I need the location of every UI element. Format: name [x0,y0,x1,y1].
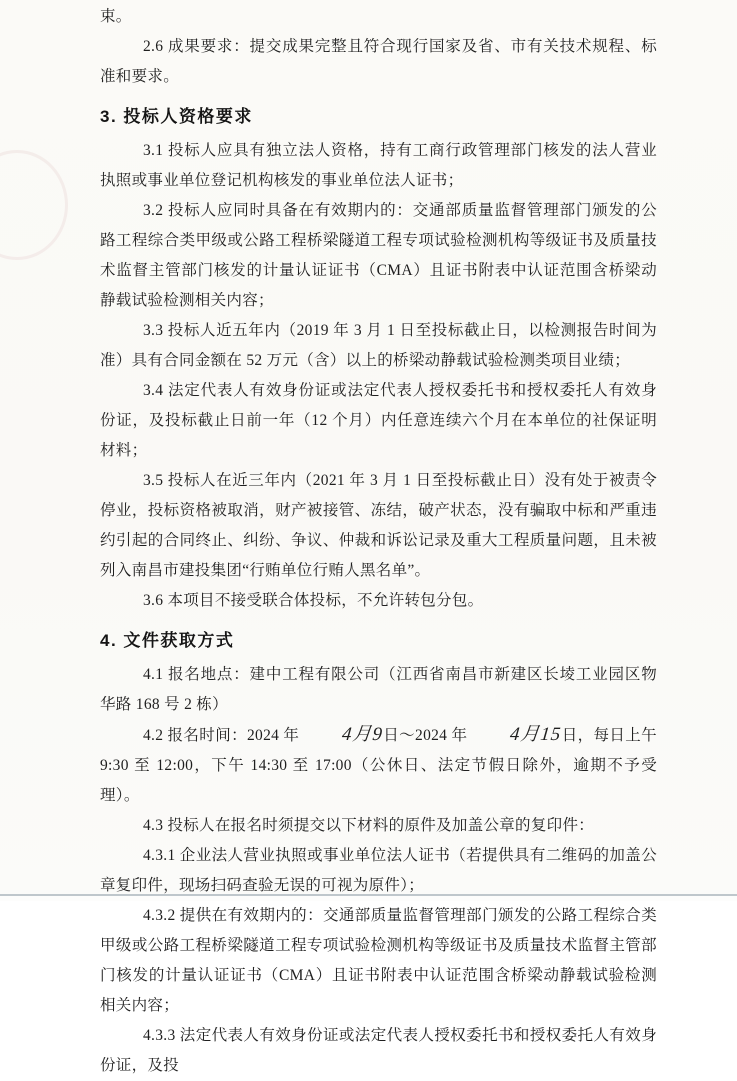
paragraph-4-3: 4.3 投标人在报名时须提交以下材料的原件及加盖公章的复印件： [143,817,595,834]
paragraph-4-2-printed-3: 日，每日上午 9:30 至 12:00，下午 14:30 至 17:00（公休日、法定节假日除外，逾期不予受理）。 [100,727,657,804]
handwritten-date-end: 4月15 [509,724,563,745]
section-4-heading: 4. 文件获取方式 [100,631,235,650]
paragraph-3-1: 3.1 投标人应具有独立法人资格，持有工商行政管理部门核发的法人营业执照或事业单位登记机构核发的事业单位法人证书； [100,142,657,189]
paragraph-4-3-2: 4.3.2 提供在有效期内的：交通部质量监督管理部门颁发的公路工程综合类甲级或公路工程桥梁隧道工程专项试验检测机构等级证书及质量技术监督主管部门核发的计量认证证书（CMA）且证书附表中认证范围含桥梁动静载试验检测相关内容； [100,907,657,1014]
paragraph-3-2: 3.2 投标人应同时具备在有效期内的：交通部质量监督管理部门颁发的公路工程综合类甲级或公路工程桥梁隧道工程专项试验检测机构等级证书及质量技术监督主管部门核发的计量认证证书（CMA）且证书附表中认证范围含桥梁动静载试验检测相关内容； [100,202,657,309]
paragraph-4-3-3: 4.3.3 法定代表人有效身份证或法定代表人授权委托书和授权委托人有效身份证，及投 [100,1027,657,1074]
paragraph-3-3: 3.3 投标人近五年内（2019 年 3 月 1 日至投标截止日，以检测报告时间为准）具有合同金额在 52 万元（含）以上的桥梁动静载试验检测类项目业绩； [100,322,657,369]
paragraph-3-6: 3.6 本项目不接受联合体投标，不允许转包分包。 [143,592,484,609]
faint-seal-bleed-mark [0,150,68,260]
paragraph-3-5: 3.5 投标人在近三年内（2021 年 3 月 1 日至投标截止日）没有处于被责令停业，投标资格被取消，财产被接管、冻结，破产状态，没有骗取中标和严重违约引起的合同终止、纠纷、争议、仲裁和诉讼记录及重大工程质量问题，且未被列入南昌市建投集团“行贿单位行贿人黑名单”。 [100,472,657,579]
document-text-block [100,2,657,1081]
paragraph-4-2-printed-1: 4.2 报名时间：2024 年 [143,727,300,744]
paragraph-4-1: 4.1 报名地点：建中工程有限公司（江西省南昌市新建区长堎工业园区物华路 168 号 2 栋） [100,666,657,713]
paragraph-4-3-1: 4.3.1 企业法人营业执照或事业单位法人证书（若提供具有二维码的加盖公章复印件，现场扫码查验无误的可视为原件）； [100,847,657,894]
paragraph-3-4: 3.4 法定代表人有效身份证或法定代表人授权委托书和授权委托人有效身份证，及投标截止日前一年（12 个月）内任意连续六个月在本单位的社保证明材料； [100,382,657,459]
paragraph-4-2-printed-2: 日～2024 年 [383,727,468,744]
handwritten-date-start: 4月9 [341,724,385,745]
paragraph-continuation: 束。 [100,8,132,25]
paragraph-2-6: 2.6 成果要求：提交成果完整且符合现行国家及省、市有关技术规程、标准和要求。 [100,38,657,85]
section-3-heading: 3. 投标人资格要求 [100,107,253,126]
paragraph-4-2 [100,720,657,811]
scan-bottom-edge [0,894,737,901]
